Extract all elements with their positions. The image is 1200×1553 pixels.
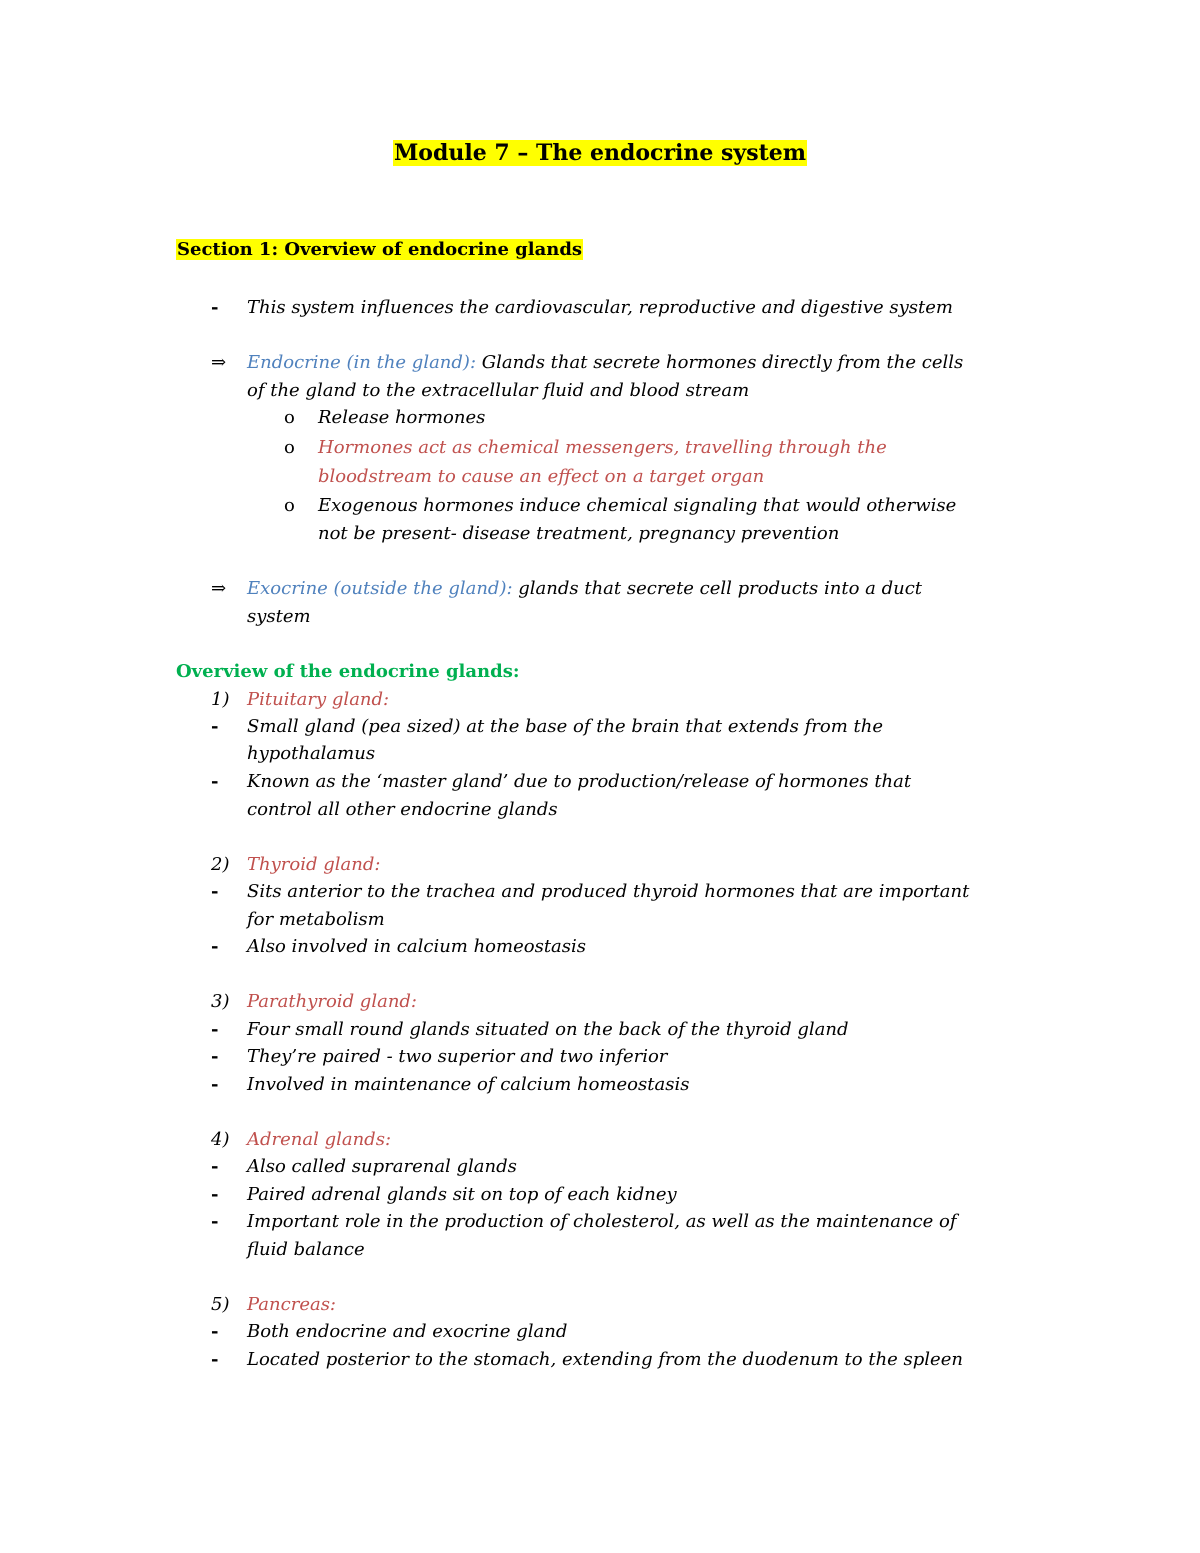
- gland-name: Thyroid gland:: [247, 854, 381, 875]
- list-item: Involved in maintenance of calcium homeostasis: [247, 1074, 690, 1095]
- list-item: Both endocrine and exocrine gland: [247, 1321, 568, 1342]
- dash-bullet: -: [211, 1211, 219, 1232]
- gland-name: Parathyroid gland:: [247, 991, 417, 1012]
- list-item: Located posterior to the stomach, extending from the duodenum to the spleen: [247, 1349, 963, 1370]
- gland-number: 2): [211, 854, 230, 875]
- list-item: Also called suprarenal glands: [247, 1156, 517, 1177]
- dash-bullet: -: [211, 1019, 219, 1040]
- dash-bullet: -: [211, 1074, 219, 1095]
- sub-item: Release hormones: [318, 407, 486, 428]
- list-item: Small gland (pea sized) at the base of the brain that extends from the: [247, 716, 884, 737]
- list-item: Sits anterior to the trachea and produced thyroid hormones that are important: [247, 881, 970, 902]
- list-item: Four small round glands situated on the back of the thyroid gland: [247, 1019, 849, 1040]
- dash-bullet: -: [211, 936, 219, 957]
- section-heading: Section 1: Overview of endocrine glands: [177, 239, 583, 260]
- list-item-cont: control all other endocrine glands: [247, 799, 558, 820]
- list-item-cont: fluid balance: [247, 1239, 365, 1260]
- gland-number: 1): [211, 689, 230, 710]
- endocrine-definition: Endocrine (in the gland): Glands that secrete hormones directly from the cells: [247, 352, 964, 373]
- sub-item: Exogenous hormones induce chemical signaling that would otherwise: [318, 495, 957, 516]
- list-item: Also involved in calcium homeostasis: [247, 936, 587, 957]
- exocrine-definition-cont: system: [247, 606, 311, 627]
- overview-heading: Overview of the endocrine glands:: [176, 661, 520, 682]
- gland-number: 5): [211, 1294, 230, 1315]
- dash-bullet: -: [211, 1349, 219, 1370]
- dash-bullet: -: [211, 297, 219, 318]
- dash-bullet: -: [211, 1321, 219, 1342]
- list-item-cont: for metabolism: [247, 909, 385, 930]
- arrow-icon: ⇒: [211, 578, 227, 599]
- gland-number: 4): [211, 1129, 230, 1150]
- dash-bullet: -: [211, 771, 219, 792]
- sub-item: Hormones act as chemical messengers, travelling through the: [318, 437, 887, 458]
- circle-bullet: o: [284, 407, 295, 428]
- dash-bullet: -: [211, 1184, 219, 1205]
- circle-bullet: o: [284, 437, 295, 458]
- list-item: Known as the ‘master gland’ due to production/release of hormones that: [247, 771, 912, 792]
- arrow-icon: ⇒: [211, 352, 227, 373]
- dash-bullet: -: [211, 881, 219, 902]
- sub-item-cont: not be present- disease treatment, pregnancy prevention: [318, 523, 840, 544]
- dash-bullet: -: [211, 1156, 219, 1177]
- gland-name: Adrenal glands:: [247, 1129, 392, 1150]
- list-item: This system influences the cardiovascular, reproductive and digestive system: [247, 297, 953, 318]
- list-item: They’re paired - two superior and two inferior: [247, 1046, 668, 1067]
- list-item-cont: hypothalamus: [247, 743, 376, 764]
- exocrine-definition: Exocrine (outside the gland): glands that secrete cell products into a duct: [247, 578, 923, 599]
- gland-name: Pancreas:: [247, 1294, 336, 1315]
- list-item: Important role in the production of cholesterol, as well as the maintenance of: [247, 1211, 957, 1232]
- gland-name: Pituitary gland:: [247, 689, 390, 710]
- endocrine-definition-cont: of the gland to the extracellular fluid and blood stream: [247, 380, 750, 401]
- sub-item-cont: bloodstream to cause an effect on a target organ: [318, 466, 765, 487]
- page-title: Module 7 – The endocrine system: [393, 140, 807, 166]
- dash-bullet: -: [211, 1046, 219, 1067]
- circle-bullet: o: [284, 495, 295, 516]
- gland-number: 3): [211, 991, 230, 1012]
- dash-bullet: -: [211, 716, 219, 737]
- list-item: Paired adrenal glands sit on top of each kidney: [247, 1184, 677, 1205]
